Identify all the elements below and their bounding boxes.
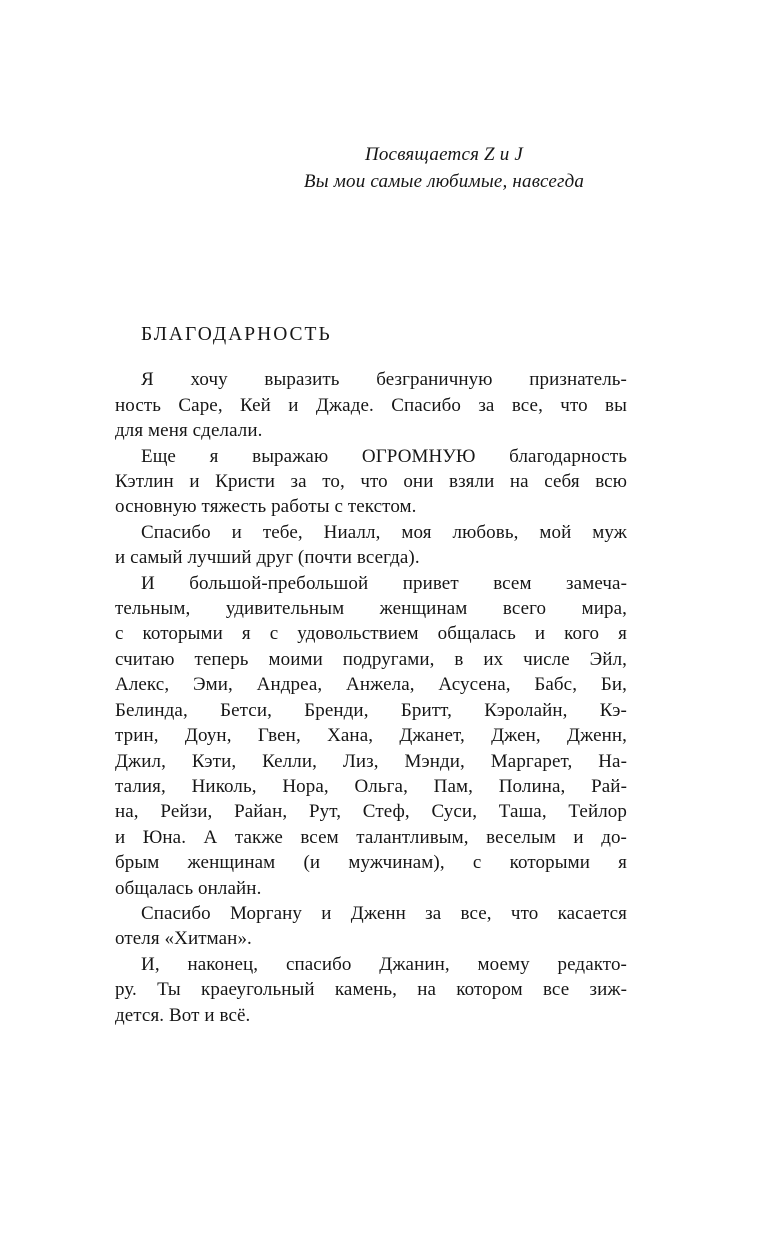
text-line: Я хочу выразить безграничную признатель- [141,369,627,391]
text-line: трин, Доун, Гвен, Хана, Джанет, Джен, Дженн, [115,725,627,747]
text-line: основную тяжесть работы с текстом. [115,496,417,518]
paragraph [115,901,627,952]
text-line: Спасибо и тебе, Ниалл, моя любовь, мой муж [141,521,627,543]
text-line: на, Рейзи, Райан, Рут, Стеф, Суси, Таша, Тейлор [115,801,627,823]
dedication [258,141,630,195]
text-line: Белинда, Бетси, Бренди, Бритт, Кэролайн, Кэ- [115,699,627,721]
acknowledgments-heading: БЛАГОДАРНОСТЬ [141,324,332,345]
text-line: дется. Вот и всё. [115,1004,251,1026]
dedication-line-1: Посвящается Z и J [364,144,524,165]
text-line: общалась онлайн. [115,877,262,899]
text-line: считаю теперь моими подругами, в их числе Эйл, [115,648,627,670]
text-line: ру. Ты краеугольный камень, на котором все зиж- [115,979,627,1001]
text-line: Джил, Кэти, Келли, Лиз, Мэнди, Маргарет, На- [115,750,627,772]
paragraph [115,952,627,1028]
text-line: И большой-пребольшой привет всем замеча- [141,572,627,594]
dedication-line-2: Вы мои самые любимые, навсегда [303,171,585,192]
text-line: Спасибо Моргану и Дженн за все, что касается [141,902,627,924]
paragraph [115,571,627,901]
text-line: отеля «Хитман». [115,928,252,950]
text-line: Кэтлин и Кристи за то, что они взяли на себя всю [115,471,627,493]
paragraph [115,444,627,520]
paragraph [115,520,627,571]
text-line: Алекс, Эми, Андреа, Анжела, Асусена, Бабс, Би, [115,674,627,696]
text-line: Еще я выражаю ОГРОМНУЮ благодарность [141,445,627,467]
paragraph [115,367,627,443]
text-line: талия, Николь, Нора, Ольга, Пам, Полина, Рай- [115,775,627,797]
text-line: И, наконец, спасибо Джанин, моему редакто- [141,953,627,975]
text-line: брым женщинам (и мужчинам), с которыми я [115,852,627,874]
text-line: тельным, удивительным женщинам всего мира, [115,598,627,620]
text-line: для меня сделали. [115,420,263,442]
text-line: ность Саре, Кей и Джаде. Спасибо за все, что вы [115,394,627,416]
acknowledgments-body [115,367,627,1028]
text-line: и самый лучший друг (почти всегда). [115,547,420,569]
text-line: и Юна. А также всем талантливым, веселым и до- [115,826,627,848]
acknowledgments-section [115,322,627,1028]
text-line: с которыми я с удовольствием общалась и кого я [115,623,627,645]
